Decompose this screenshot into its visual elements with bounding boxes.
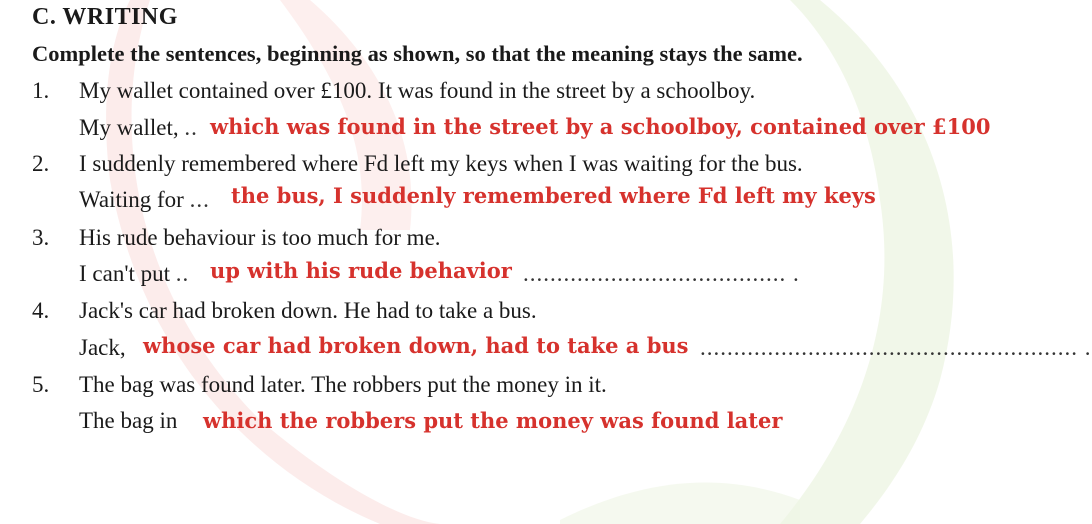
- section-heading: C. WRITING: [32, 4, 178, 30]
- handwritten-answer: whose car had broken down, had to take a bus: [143, 333, 689, 358]
- handwritten-answer: the bus, I suddenly remembered where Fd left my keys: [231, 183, 876, 208]
- item-prompt: I can't put: [79, 261, 176, 286]
- item-number: 4.: [32, 298, 50, 323]
- answer-dots-trailing: [203, 416, 528, 436]
- item-prompt-line: [79, 260, 189, 288]
- item-number: 5.: [32, 372, 50, 397]
- item-prompt: The bag in: [79, 408, 178, 433]
- answer-dots: ..: [184, 115, 198, 140]
- item-prompt-line: [79, 334, 126, 362]
- item-prompt: Waiting for: [79, 187, 190, 212]
- instruction-text: Complete the sentences, beginning as shown, so that the meaning stays the same.: [32, 41, 803, 66]
- item-sentence: My wallet contained over £100. It was found in the street by a schoolboy.: [79, 78, 756, 103]
- item-sentence: I suddenly remembered where Fd left my keys when I was waiting for the bus.: [79, 151, 803, 176]
- item-sentence: Jack's car had broken down. He had to take a bus.: [79, 298, 537, 323]
- item-sentence: The bag was found later. The robbers put the money in it.: [79, 372, 607, 397]
- item-number: 2.: [32, 151, 50, 176]
- item-prompt: My wallet,: [79, 115, 185, 140]
- item-number: 3.: [32, 225, 50, 250]
- handwritten-answer: which the robbers put the money was found later: [203, 408, 783, 433]
- item-prompt: Jack,: [79, 335, 126, 360]
- answer-dots-trailing: ........................................................ .: [700, 335, 1092, 360]
- handwritten-answer: up with his rude behavior: [210, 258, 512, 283]
- answer-dots-trailing: ....................................... .: [523, 261, 800, 286]
- item-sentence: His rude behaviour is too much for me.: [79, 225, 441, 250]
- answer-dots: ..: [175, 261, 190, 286]
- handwritten-answer: which was found in the street by a schoolboy, contained over £100: [210, 114, 991, 139]
- item-number: 1.: [32, 78, 50, 103]
- answer-dots: ...: [189, 187, 210, 212]
- item-prompt-line: [79, 407, 177, 435]
- item-prompt-line: [79, 114, 198, 142]
